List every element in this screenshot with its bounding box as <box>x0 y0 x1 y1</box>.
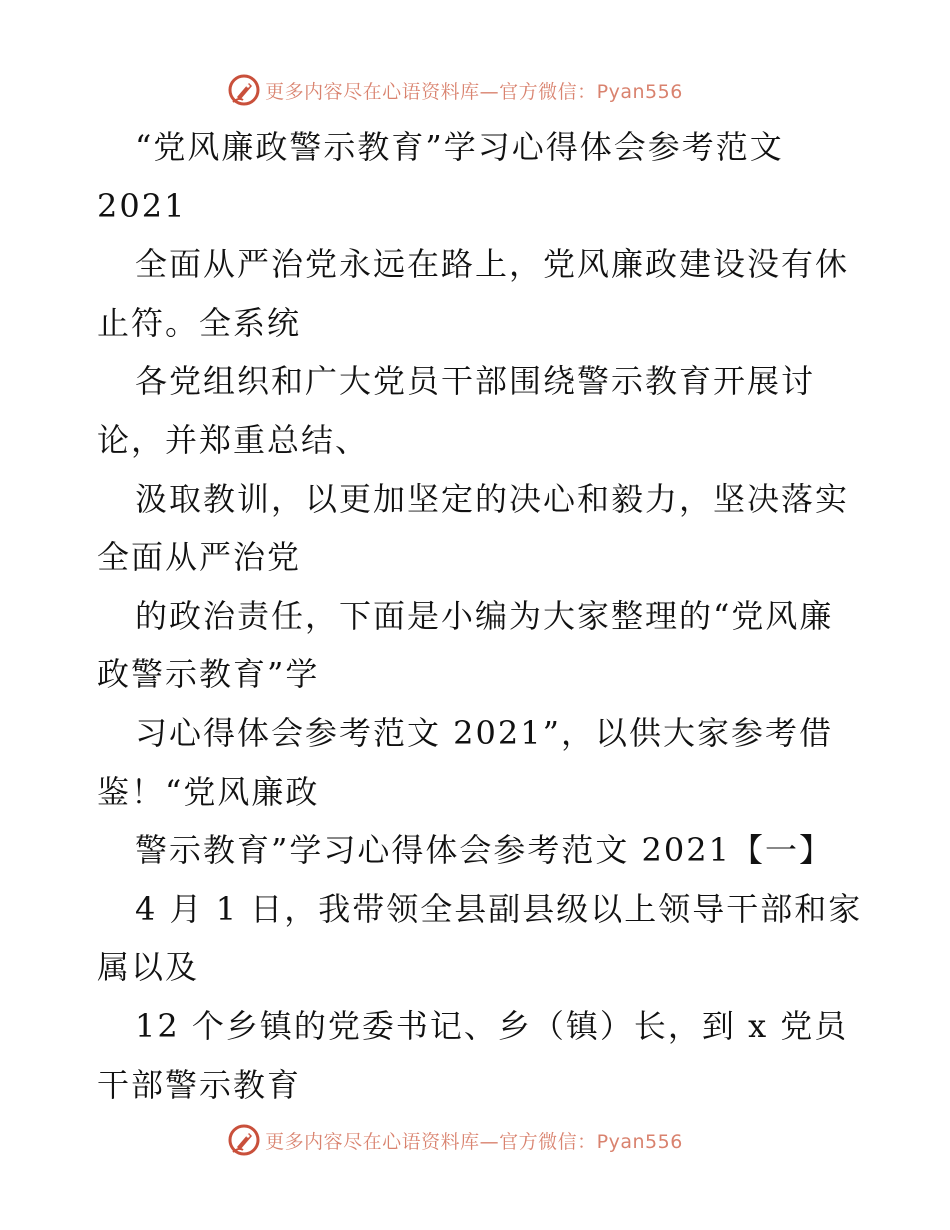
text-line: 习心得体会参考范文 2021”，以供大家参考借 <box>135 713 833 752</box>
text-line: 属以及 <box>97 948 200 987</box>
text-line: 警示教育”学习心得体会参考范文 2021【一】 <box>135 831 833 870</box>
pen-nib-circle-icon <box>227 73 261 107</box>
footer-watermark-banner <box>0 1120 950 1160</box>
text-line: 全面从严治党 <box>97 538 302 577</box>
text-line: 4 月 1 日，我带领全县副县级以上领导干部和家 <box>135 889 863 928</box>
text-line: 鉴！“党风廉政 <box>97 772 320 811</box>
text-line: “党风廉政警示教育”学习心得体会参考范文 <box>135 128 784 166</box>
watermark-text: 更多内容尽在心语资料库—官方微信：Pyan556 <box>265 1130 683 1153</box>
text-line: 12 个乡镇的党委书记、乡（镇）长，到 x 党员 <box>135 1006 849 1045</box>
text-line: 止符。全系统 <box>97 303 302 342</box>
text-line: 干部警示教育 <box>97 1065 302 1104</box>
document-body <box>97 118 863 1114</box>
text-line: 各党组织和广大党员干部围绕警示教育开展讨 <box>135 362 816 401</box>
text-line: 的政治责任，下面是小编为大家整理的“党风廉 <box>135 596 834 635</box>
text-line: 政警示教育”学 <box>97 655 320 694</box>
pen-nib-circle-icon <box>227 1123 261 1157</box>
text-line: 全面从严治党永远在路上，党风廉政建设没有休 <box>135 245 850 284</box>
text-line: 论，并郑重总结、 <box>97 420 370 459</box>
header-watermark-banner <box>0 70 950 110</box>
watermark-text: 更多内容尽在心语资料库—官方微信：Pyan556 <box>265 80 683 103</box>
text-line: 汲取教训，以更加坚定的决心和毅力，坚决落实 <box>135 479 850 518</box>
text-line: 2021 <box>97 186 187 225</box>
